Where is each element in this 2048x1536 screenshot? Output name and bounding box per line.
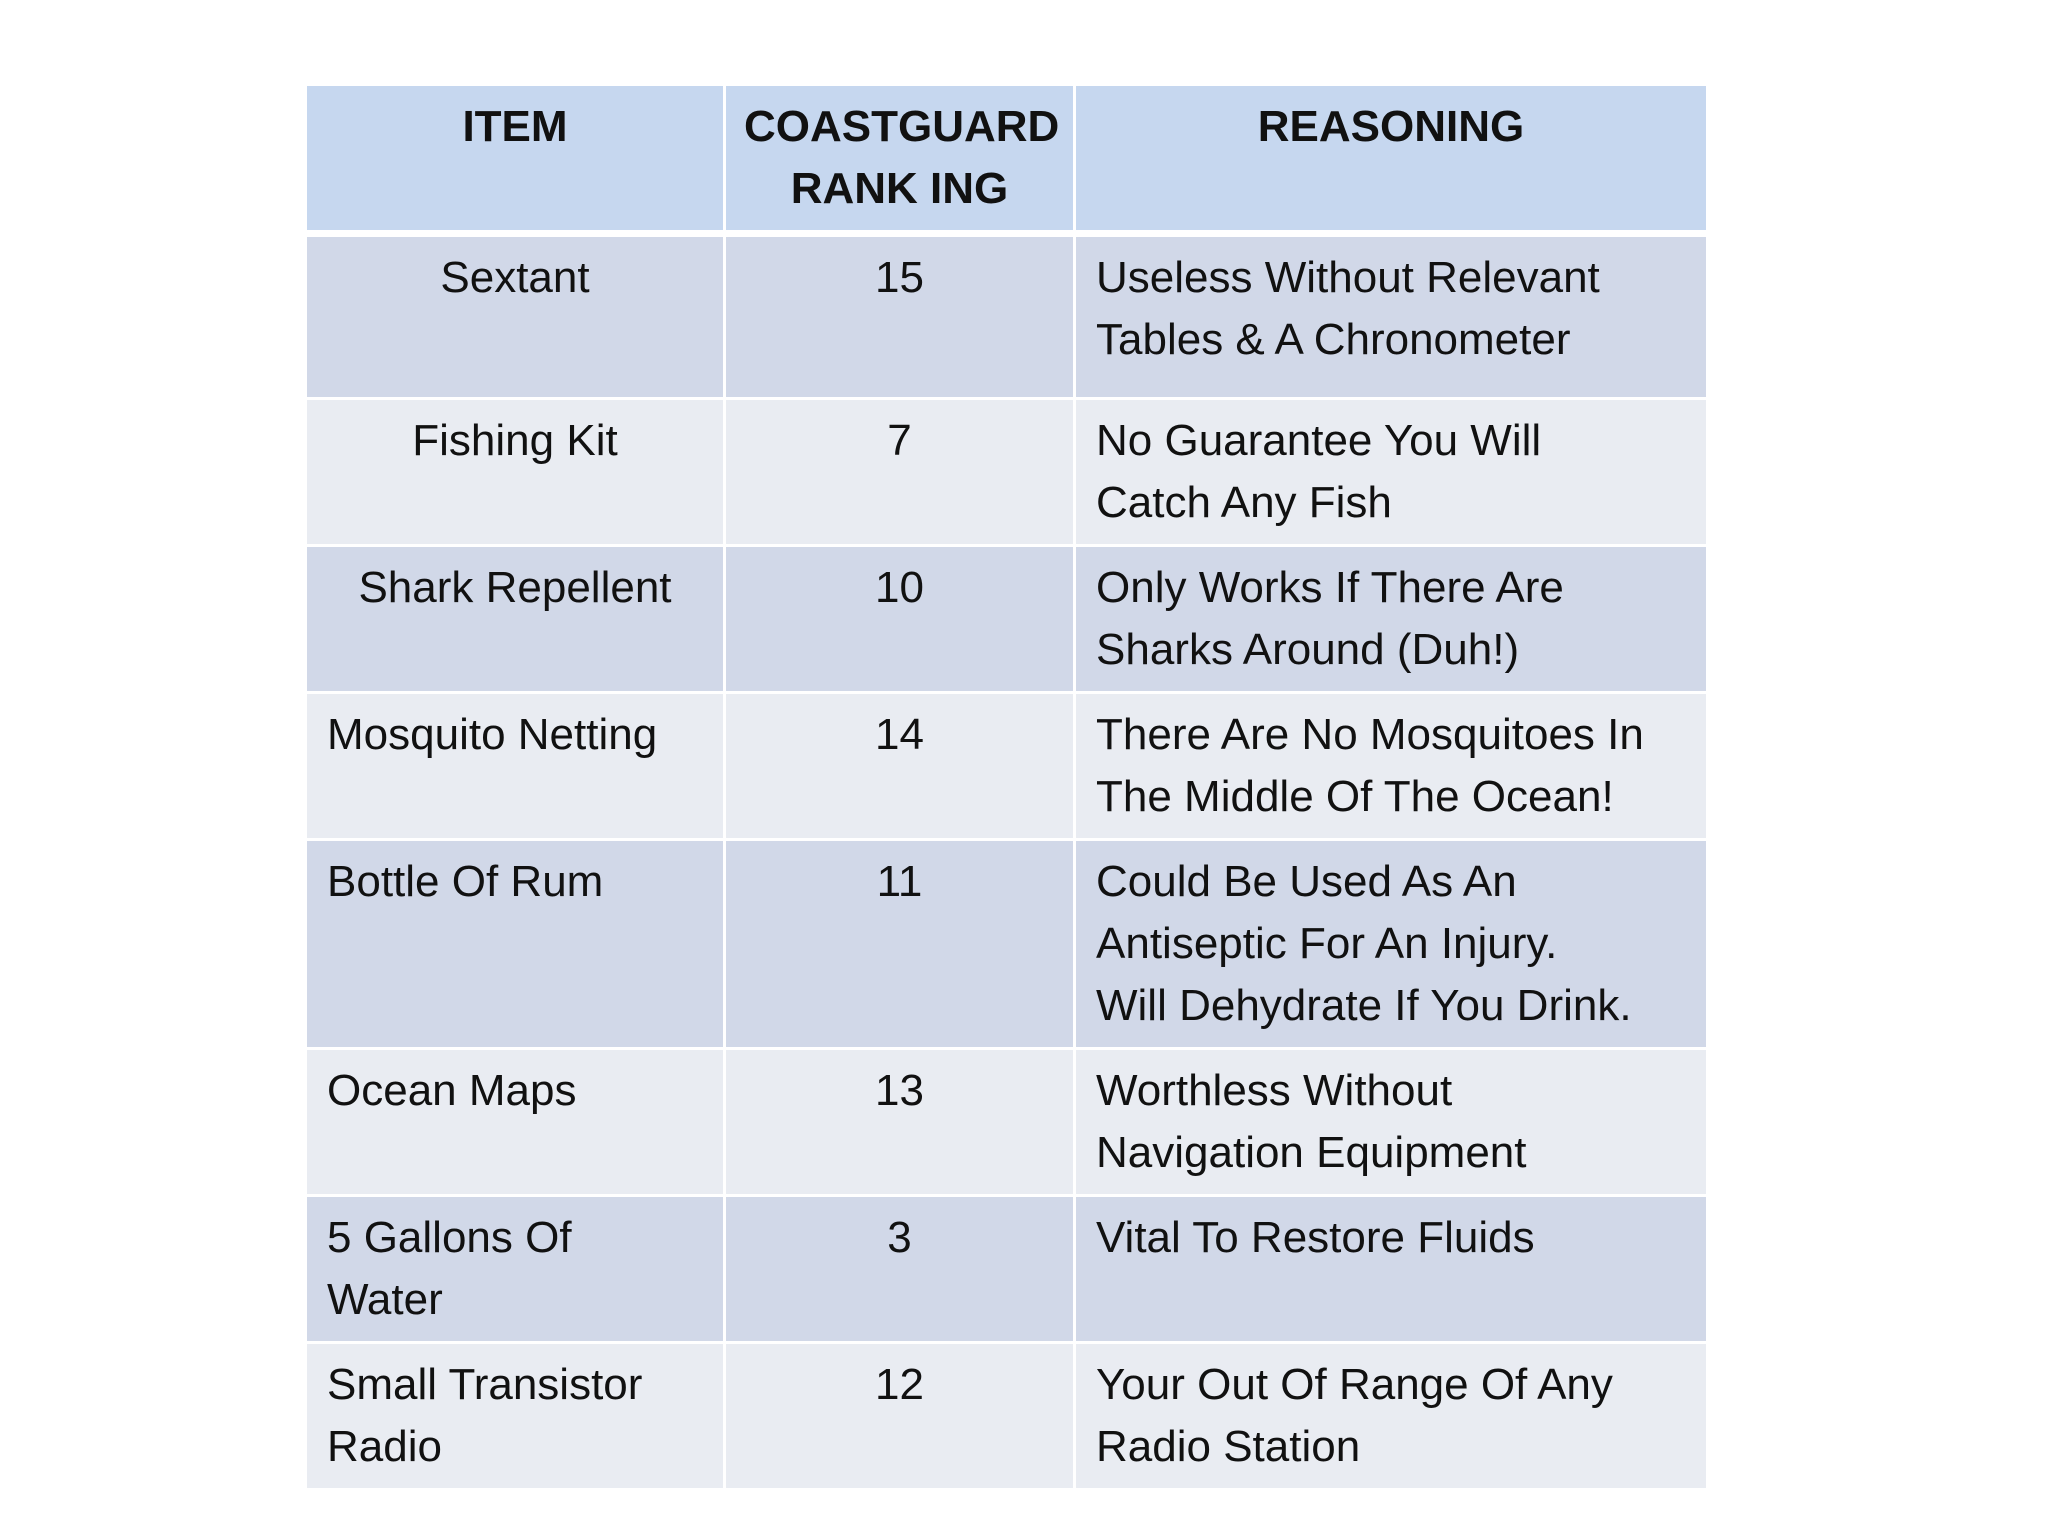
item-cell [307, 1050, 726, 1197]
item-cell [307, 547, 726, 694]
rank-text: 3 [887, 1213, 912, 1262]
rank-text: 11 [876, 857, 923, 906]
item-text: Shark Repellent [358, 563, 672, 612]
item-text: Ocean Maps [327, 1066, 577, 1115]
rank-cell [726, 841, 1076, 1050]
reasoning-line: No Guarantee You Will [1096, 416, 1542, 465]
table-row [307, 1050, 1706, 1197]
item-cell [307, 841, 726, 1050]
item-cell [307, 694, 726, 841]
rank-cell [726, 547, 1076, 694]
rank-cell [726, 1197, 1076, 1344]
header-reasoning [1076, 86, 1706, 237]
reasoning-line: Worthless Without [1096, 1066, 1453, 1115]
item-text: Fishing Kit [412, 416, 618, 465]
item-text: Mosquito Netting [327, 710, 658, 759]
reasoning-line: Only Works If There Are [1096, 563, 1564, 612]
reasoning-line: Will Dehydrate If You Drink. [1096, 981, 1632, 1030]
rank-text: 10 [875, 563, 924, 612]
reasoning-cell [1076, 1344, 1706, 1488]
header-item-label: ITEM [462, 102, 568, 151]
rank-cell [726, 694, 1076, 841]
ranking-table [307, 86, 1706, 1488]
reasoning-line: Your Out Of Range Of Any [1096, 1360, 1613, 1409]
rank-text: 15 [875, 253, 924, 302]
table-row [307, 237, 1706, 400]
header-rank-line2: RANK ING [790, 164, 1009, 213]
item-cell [307, 1197, 726, 1344]
reasoning-line: Useless Without Relevant [1096, 253, 1600, 302]
item-text: Small Transistor [327, 1360, 643, 1409]
item-text: 5 Gallons Of [327, 1213, 572, 1262]
reasoning-line: There Are No Mosquitoes In [1096, 710, 1644, 759]
table-row [307, 1344, 1706, 1488]
reasoning-line: Vital To Restore Fluids [1096, 1213, 1535, 1262]
reasoning-cell [1076, 1197, 1706, 1344]
item-text: Sextant [440, 253, 590, 302]
rank-text: 7 [887, 416, 912, 465]
reasoning-line: Navigation Equipment [1096, 1128, 1527, 1177]
table-row [307, 1197, 1706, 1344]
reasoning-line: The Middle Of The Ocean! [1096, 772, 1614, 821]
reasoning-cell [1076, 1050, 1706, 1197]
reasoning-line: Could Be Used As An [1096, 857, 1517, 906]
header-rank [726, 86, 1076, 237]
table-header [307, 86, 1706, 237]
header-rank-line1: COASTGUARD [744, 102, 1060, 151]
table-body [307, 237, 1706, 1488]
header-reasoning-label: REASONING [1257, 102, 1525, 151]
reasoning-line: Antiseptic For An Injury. [1096, 919, 1558, 968]
item-text: Radio [327, 1422, 442, 1471]
reasoning-cell [1076, 400, 1706, 547]
rank-text: 12 [875, 1360, 924, 1409]
reasoning-cell [1076, 841, 1706, 1050]
reasoning-cell [1076, 694, 1706, 841]
reasoning-line: Catch Any Fish [1096, 478, 1392, 527]
reasoning-cell [1076, 547, 1706, 694]
reasoning-line: Tables & A Chronometer [1096, 315, 1571, 364]
item-cell [307, 1344, 726, 1488]
table-row [307, 400, 1706, 547]
table-row [307, 694, 1706, 841]
item-text: Bottle Of Rum [327, 857, 604, 906]
reasoning-line: Sharks Around (Duh!) [1096, 625, 1520, 674]
item-cell [307, 400, 726, 547]
item-cell [307, 237, 726, 400]
rank-text: 13 [875, 1066, 924, 1115]
table-row [307, 841, 1706, 1050]
rank-cell [726, 237, 1076, 400]
reasoning-line: Radio Station [1096, 1422, 1361, 1471]
header-row [307, 86, 1706, 237]
rank-cell [726, 1344, 1076, 1488]
item-text: Water [327, 1275, 443, 1324]
header-item [307, 86, 726, 237]
table-row [307, 547, 1706, 694]
rank-cell [726, 1050, 1076, 1197]
reasoning-cell [1076, 237, 1706, 400]
rank-cell [726, 400, 1076, 547]
rank-text: 14 [875, 710, 924, 759]
